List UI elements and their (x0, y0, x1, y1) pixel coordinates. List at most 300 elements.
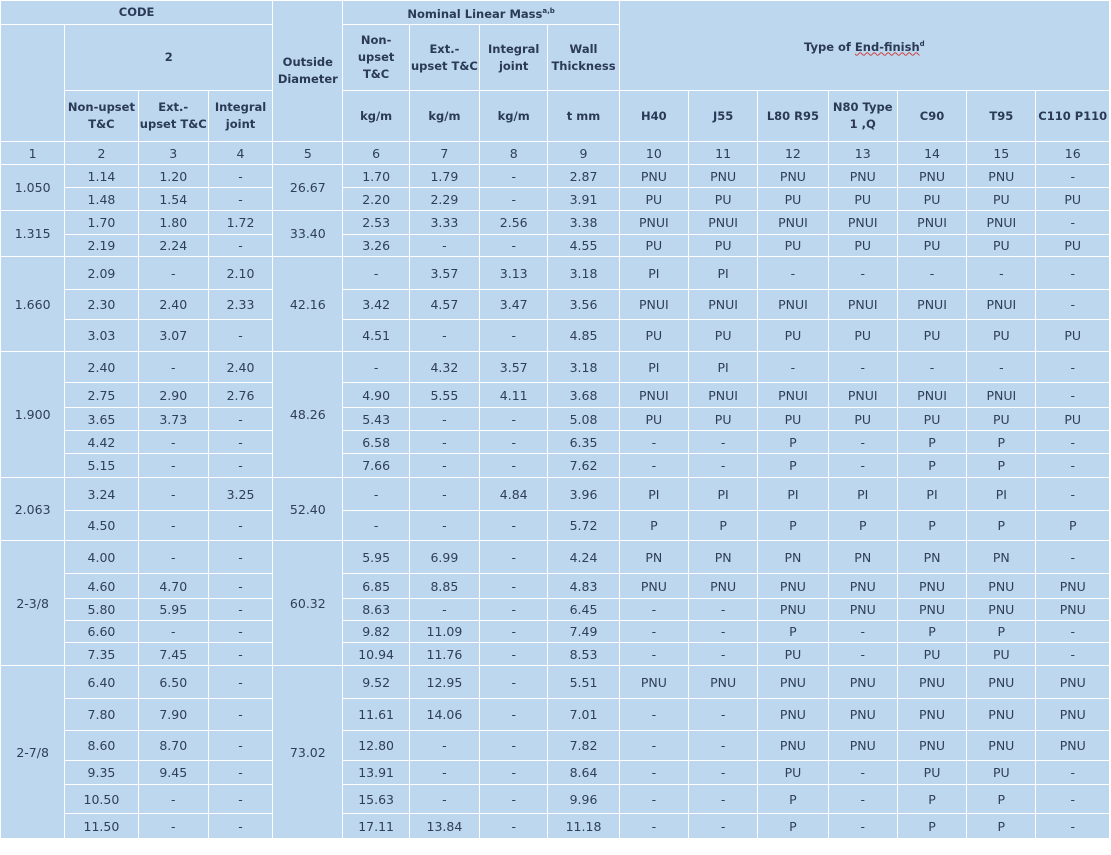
outside-diameter-cell: 73.02 (273, 666, 343, 839)
table-cell: PU (967, 408, 1036, 431)
table-cell: 6.50 (138, 666, 208, 699)
table-row (1, 621, 1110, 643)
table-cell: PU (967, 761, 1036, 785)
table-cell: P (758, 431, 828, 454)
table-cell: PNU (619, 165, 688, 188)
table-cell: PNU (897, 599, 966, 621)
table-cell: 6.45 (548, 599, 619, 621)
header-code-non-upset: Non-upset T&C (65, 91, 138, 142)
column-number: 10 (619, 142, 688, 165)
table-cell: PU (758, 188, 828, 211)
table-cell: 2.24 (138, 235, 208, 257)
table-cell: 4.51 (343, 320, 409, 352)
table-row (1, 211, 1110, 235)
table-cell: P (619, 511, 688, 541)
table-cell: - (688, 454, 757, 478)
table-cell: - (138, 352, 208, 383)
table-cell: 6.85 (343, 574, 409, 599)
table-cell: 1.80 (138, 211, 208, 235)
table-cell: P (897, 431, 966, 454)
table-cell: - (1036, 211, 1110, 235)
table-cell: - (619, 785, 688, 814)
table-row (1, 454, 1110, 478)
table-cell: - (828, 761, 897, 785)
table-cell: - (208, 431, 272, 454)
table-cell: PI (619, 478, 688, 511)
table-cell: P (967, 511, 1036, 541)
table-cell: PU (828, 235, 897, 257)
table-cell: 7.90 (138, 699, 208, 731)
table-cell: 3.65 (65, 408, 138, 431)
table-cell: PU (967, 643, 1036, 666)
table-cell: - (208, 188, 272, 211)
table-cell: - (1036, 290, 1110, 320)
table-cell: 17.11 (343, 814, 409, 839)
table-cell: PU (758, 235, 828, 257)
outside-diameter-cell: 26.67 (273, 165, 343, 211)
header-nlm-integral: Integral joint (480, 25, 548, 91)
table-cell: - (688, 431, 757, 454)
table-cell: - (1036, 785, 1110, 814)
table-cell: - (409, 235, 479, 257)
table-cell: - (619, 621, 688, 643)
header-code-2: 2 (65, 25, 273, 91)
table-cell: 4.32 (409, 352, 479, 383)
table-cell: - (688, 731, 757, 761)
code-1-cell: 1.315 (1, 211, 65, 257)
table-cell: - (619, 814, 688, 839)
table-cell: PU (619, 320, 688, 352)
table-cell: 2.75 (65, 383, 138, 408)
table-cell: - (208, 761, 272, 785)
table-cell: 3.73 (138, 408, 208, 431)
table-cell: - (688, 643, 757, 666)
table-cell: - (480, 666, 548, 699)
table-cell: PNUI (828, 383, 897, 408)
table-cell: - (409, 511, 479, 541)
table-cell: - (138, 541, 208, 574)
table-cell: PNU (828, 731, 897, 761)
table-cell: 3.38 (548, 211, 619, 235)
table-cell: PU (758, 761, 828, 785)
table-cell: 2.40 (208, 352, 272, 383)
table-cell: 3.03 (65, 320, 138, 352)
table-cell: 5.72 (548, 511, 619, 541)
table-cell: - (208, 408, 272, 431)
table-row (1, 731, 1110, 761)
table-cell: - (480, 235, 548, 257)
table-cell: PNUI (967, 211, 1036, 235)
table-row (1, 814, 1110, 839)
table-cell: - (343, 478, 409, 511)
table-cell: - (208, 454, 272, 478)
table-cell: - (1036, 761, 1110, 785)
table-cell: PNU (967, 599, 1036, 621)
table-cell: - (688, 785, 757, 814)
table-cell: P (967, 785, 1036, 814)
table-cell: PU (897, 408, 966, 431)
table-cell: P (758, 454, 828, 478)
table-cell: 5.08 (548, 408, 619, 431)
table-cell: 3.91 (548, 188, 619, 211)
table-cell: P (967, 431, 1036, 454)
table-cell: 8.64 (548, 761, 619, 785)
table-cell: - (480, 731, 548, 761)
table-cell: 6.99 (409, 541, 479, 574)
table-cell: 1.48 (65, 188, 138, 211)
table-cell: PNUI (897, 211, 966, 235)
table-cell: - (480, 188, 548, 211)
outside-diameter-cell: 42.16 (273, 257, 343, 352)
table-cell: 2.40 (138, 290, 208, 320)
table-cell: - (1036, 431, 1110, 454)
table-cell: - (619, 599, 688, 621)
table-cell: - (409, 599, 479, 621)
table-cell: PNU (758, 599, 828, 621)
table-cell: 6.58 (343, 431, 409, 454)
table-cell: 1.14 (65, 165, 138, 188)
table-cell: PNU (828, 599, 897, 621)
table-cell: 11.18 (548, 814, 619, 839)
table-cell: PN (828, 541, 897, 574)
table-cell: 4.57 (409, 290, 479, 320)
table-cell: 3.56 (548, 290, 619, 320)
header-nlm-ext-upset: Ext.- upset T&C (409, 25, 479, 91)
table-cell: 11.50 (65, 814, 138, 839)
table-cell: 4.42 (65, 431, 138, 454)
table-cell: 2.33 (208, 290, 272, 320)
table-cell: PNU (897, 731, 966, 761)
table-cell: PNU (758, 699, 828, 731)
table-cell: PI (688, 352, 757, 383)
table-cell: 2.10 (208, 257, 272, 290)
table-cell: 4.83 (548, 574, 619, 599)
table-cell: PNU (1036, 731, 1110, 761)
table-cell: - (619, 643, 688, 666)
table-cell: PU (897, 643, 966, 666)
table-cell: - (828, 643, 897, 666)
table-cell: - (208, 320, 272, 352)
table-cell: - (897, 352, 966, 383)
table-cell: P (758, 621, 828, 643)
table-cell: PNUI (688, 211, 757, 235)
table-cell: PNUI (619, 211, 688, 235)
column-number: 16 (1036, 142, 1110, 165)
table-cell: PNUI (688, 290, 757, 320)
table-cell: 1.72 (208, 211, 272, 235)
header-unit-integral: kg/m (480, 91, 548, 142)
table-cell: - (828, 352, 897, 383)
table-cell: 4.00 (65, 541, 138, 574)
nominal-linear-mass-footnote: a,b (542, 6, 555, 15)
table-cell: - (480, 643, 548, 666)
table-cell: - (897, 257, 966, 290)
table-cell: PI (967, 478, 1036, 511)
table-cell: - (758, 257, 828, 290)
table-cell: - (1036, 621, 1110, 643)
table-cell: P (758, 785, 828, 814)
table-cell: PNUI (758, 290, 828, 320)
table-cell: PI (688, 478, 757, 511)
table-cell: 3.25 (208, 478, 272, 511)
table-cell: 2.30 (65, 290, 138, 320)
table-cell: 13.91 (343, 761, 409, 785)
table-cell: PNU (897, 666, 966, 699)
grade-j55: J55 (688, 91, 757, 142)
table-cell: PNUI (828, 211, 897, 235)
table-cell: PNUI (688, 383, 757, 408)
table-cell: PU (897, 235, 966, 257)
table-cell: 8.85 (409, 574, 479, 599)
code-1-cell: 1.050 (1, 165, 65, 211)
table-cell: 11.61 (343, 699, 409, 731)
table-cell: PNUI (897, 290, 966, 320)
table-cell: 5.15 (65, 454, 138, 478)
table-cell: PU (828, 188, 897, 211)
table-cell: 1.70 (65, 211, 138, 235)
table-cell: PNUI (967, 383, 1036, 408)
column-number: 2 (65, 142, 138, 165)
table-cell: PU (619, 408, 688, 431)
table-cell: - (1036, 814, 1110, 839)
table-cell: 12.80 (343, 731, 409, 761)
header-code-integral: Integral joint (208, 91, 272, 142)
table-row (1, 235, 1110, 257)
table-cell: - (480, 599, 548, 621)
table-cell: - (967, 352, 1036, 383)
table-cell: - (1036, 541, 1110, 574)
grade-l80-r95: L80 R95 (758, 91, 828, 142)
table-cell: - (138, 621, 208, 643)
table-cell: - (208, 541, 272, 574)
table-cell: 5.43 (343, 408, 409, 431)
table-cell: PU (897, 761, 966, 785)
table-cell: 7.62 (548, 454, 619, 478)
header-unit-ext-upset: kg/m (409, 91, 479, 142)
table-cell: 11.09 (409, 621, 479, 643)
table-cell: - (138, 814, 208, 839)
table-cell: 2.29 (409, 188, 479, 211)
table-cell: 7.45 (138, 643, 208, 666)
header-wall-thickness: Wall Thickness (548, 25, 619, 91)
outside-diameter-cell: 48.26 (273, 352, 343, 478)
table-cell: PNU (828, 699, 897, 731)
table-cell: PNU (967, 666, 1036, 699)
table-cell: - (208, 599, 272, 621)
table-cell: 3.18 (548, 352, 619, 383)
table-cell: PU (897, 188, 966, 211)
column-number: 12 (758, 142, 828, 165)
table-cell: - (1036, 352, 1110, 383)
table-cell: - (688, 621, 757, 643)
table-cell: 2.76 (208, 383, 272, 408)
table-row (1, 541, 1110, 574)
table-cell: 7.01 (548, 699, 619, 731)
table-row (1, 599, 1110, 621)
table-cell: PNU (897, 165, 966, 188)
table-cell: 2.56 (480, 211, 548, 235)
table-cell: PU (758, 643, 828, 666)
table-cell: PNU (688, 574, 757, 599)
table-cell: - (343, 352, 409, 383)
table-cell: 6.35 (548, 431, 619, 454)
table-cell: PNU (967, 699, 1036, 731)
table-cell: - (688, 699, 757, 731)
table-cell: PU (967, 320, 1036, 352)
table-cell: PU (828, 320, 897, 352)
table-cell: - (480, 785, 548, 814)
table-cell: 11.76 (409, 643, 479, 666)
table-row (1, 666, 1110, 699)
table-cell: P (967, 454, 1036, 478)
table-row (1, 574, 1110, 599)
table-cell: 3.33 (409, 211, 479, 235)
table-cell: PU (897, 320, 966, 352)
table-cell: P (967, 621, 1036, 643)
table-cell: - (480, 541, 548, 574)
table-cell: PNUI (758, 211, 828, 235)
table-row (1, 478, 1110, 511)
table-cell: PI (688, 257, 757, 290)
table-cell: 3.96 (548, 478, 619, 511)
table-cell: - (138, 511, 208, 541)
header-code-1-blank (1, 25, 65, 142)
table-cell: 6.60 (65, 621, 138, 643)
header-unit-wall: t mm (548, 91, 619, 142)
table-cell: 5.95 (138, 599, 208, 621)
column-number: 4 (208, 142, 272, 165)
table-cell: P (828, 511, 897, 541)
table-cell: - (208, 699, 272, 731)
table-cell: - (138, 454, 208, 478)
header-code-ext-upset: Ext.- upset T&C (138, 91, 208, 142)
column-number: 11 (688, 142, 757, 165)
table-cell: 3.47 (480, 290, 548, 320)
table-cell: - (208, 574, 272, 599)
table-cell: 1.70 (343, 165, 409, 188)
column-number: 9 (548, 142, 619, 165)
table-cell: - (828, 454, 897, 478)
table-cell: PU (688, 320, 757, 352)
table-cell: 2.20 (343, 188, 409, 211)
table-cell: - (409, 785, 479, 814)
table-cell: PNU (828, 666, 897, 699)
table-cell: 3.57 (409, 257, 479, 290)
table-cell: 4.50 (65, 511, 138, 541)
table-cell: - (619, 454, 688, 478)
table-cell: P (897, 511, 966, 541)
table-cell: PNU (619, 574, 688, 599)
table-cell: - (138, 478, 208, 511)
table-row (1, 699, 1110, 731)
table-cell: PN (619, 541, 688, 574)
table-cell: 3.24 (65, 478, 138, 511)
table-row (1, 188, 1110, 211)
table-cell: 2.53 (343, 211, 409, 235)
table-cell: PNUI (619, 383, 688, 408)
table-cell: - (208, 511, 272, 541)
table-row (1, 320, 1110, 352)
table-cell: 8.70 (138, 731, 208, 761)
header-outside-diameter: Outside Diameter (273, 1, 343, 142)
table-cell: PU (688, 235, 757, 257)
table-cell: 4.24 (548, 541, 619, 574)
table-cell: P (688, 511, 757, 541)
table-cell: PNU (1036, 574, 1110, 599)
table-cell: PNU (897, 699, 966, 731)
table-row (1, 761, 1110, 785)
table-cell: PU (758, 320, 828, 352)
table-cell: - (619, 699, 688, 731)
table-cell: PNU (828, 165, 897, 188)
code-1-cell: 1.660 (1, 257, 65, 352)
table-cell: 10.94 (343, 643, 409, 666)
table-cell: PU (967, 188, 1036, 211)
table-cell: P (897, 785, 966, 814)
table-cell: - (208, 235, 272, 257)
table-cell: - (208, 785, 272, 814)
table-cell: 7.66 (343, 454, 409, 478)
code-1-cell: 2-7/8 (1, 666, 65, 839)
table-cell: - (758, 352, 828, 383)
table-cell: 2.09 (65, 257, 138, 290)
table-cell: - (480, 761, 548, 785)
table-cell: - (828, 621, 897, 643)
table-cell: PI (619, 352, 688, 383)
table-cell: PNU (967, 574, 1036, 599)
table-cell: 9.82 (343, 621, 409, 643)
column-number: 7 (409, 142, 479, 165)
table-cell: - (828, 814, 897, 839)
table-cell: PU (688, 188, 757, 211)
table-cell: 7.82 (548, 731, 619, 761)
table-cell: PNU (1036, 599, 1110, 621)
table-cell: 8.63 (343, 599, 409, 621)
table-cell: 1.20 (138, 165, 208, 188)
table-cell: PNUI (897, 383, 966, 408)
table-cell: 6.40 (65, 666, 138, 699)
table-cell: PNU (758, 666, 828, 699)
table-cell: PU (619, 188, 688, 211)
table-cell: 8.53 (548, 643, 619, 666)
table-cell: PNUI (828, 290, 897, 320)
outside-diameter-cell: 52.40 (273, 478, 343, 541)
table-cell: 2.90 (138, 383, 208, 408)
table-cell: 5.95 (343, 541, 409, 574)
table-cell: PU (688, 408, 757, 431)
table-cell: 2.19 (65, 235, 138, 257)
header-code: CODE (1, 1, 273, 25)
table-cell: 9.45 (138, 761, 208, 785)
table-cell: 8.60 (65, 731, 138, 761)
table-cell: 7.49 (548, 621, 619, 643)
table-cell: PU (1036, 320, 1110, 352)
table-cell: 4.60 (65, 574, 138, 599)
table-cell: - (828, 785, 897, 814)
table-cell: PU (619, 235, 688, 257)
table-cell: - (1036, 257, 1110, 290)
table-cell: P (758, 814, 828, 839)
table-cell: - (480, 574, 548, 599)
column-number: 8 (480, 142, 548, 165)
table-cell: 10.50 (65, 785, 138, 814)
table-cell: PNU (1036, 699, 1110, 731)
table-cell: PNU (1036, 666, 1110, 699)
table-cell: 4.55 (548, 235, 619, 257)
table-cell: 1.79 (409, 165, 479, 188)
table-cell: - (409, 454, 479, 478)
table-cell: 7.35 (65, 643, 138, 666)
